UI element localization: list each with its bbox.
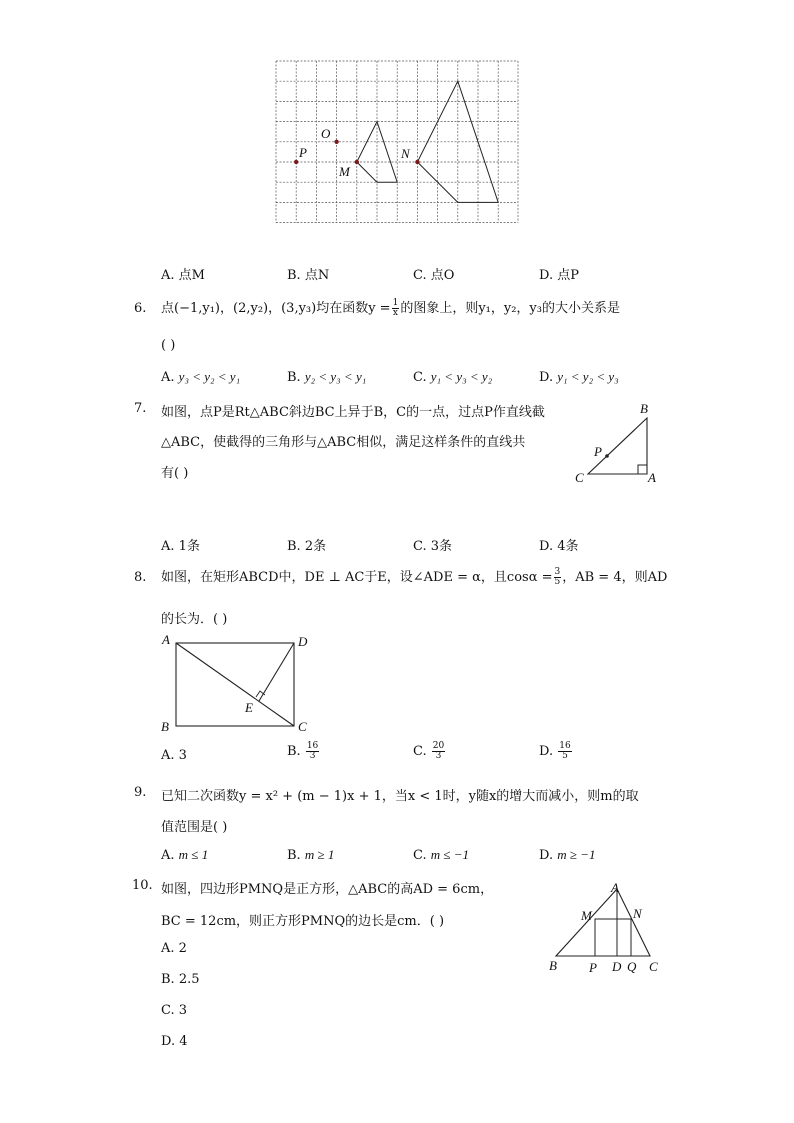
- q5-option-c[interactable]: C. 点O: [413, 268, 455, 283]
- q9-stem-line2: 值范围是( ): [161, 820, 228, 835]
- q8-label-e: E: [245, 700, 253, 715]
- q5-option-b[interactable]: B. 点N: [287, 268, 330, 283]
- q9-option-b[interactable]: B. m ≥ 1: [287, 847, 335, 863]
- q5-option-a[interactable]: A. 点M: [161, 268, 205, 283]
- q7-label-c: C: [575, 470, 584, 485]
- label-n: N: [401, 146, 410, 161]
- q9-option-c[interactable]: C. m ≤ −1: [413, 847, 470, 863]
- q8-option-b[interactable]: B. $\frac{16}{3}$: [287, 741, 319, 761]
- q10-label-a: A: [611, 880, 619, 895]
- q7-stem-line3: 有( ): [161, 466, 189, 481]
- q6-option-b[interactable]: B. y₂ < y₃ < y₁: [287, 369, 367, 385]
- q10-option-a[interactable]: A. 2: [161, 941, 187, 956]
- q10-stem-line2: BC = 12cm，则正方形PMNQ的边长是cm．( ): [161, 914, 445, 929]
- q7-stem-line2: △ABC，使截得的三角形与△ABC相似，满足这样条件的直线共: [161, 435, 526, 450]
- q8-label-c: C: [298, 719, 307, 734]
- q6-fraction: $\frac{1}{x}$: [392, 298, 399, 318]
- q8-option-d[interactable]: D. $\frac{16}{5}$: [539, 741, 571, 761]
- q6-number: 6.: [134, 301, 147, 316]
- q7-option-a[interactable]: A. 1条: [161, 539, 200, 554]
- q5-option-d[interactable]: D. 点P: [539, 268, 579, 283]
- q10-number: 10.: [132, 878, 153, 893]
- q9-option-d[interactable]: D. m ≥ −1: [539, 847, 596, 863]
- label-p: P: [299, 145, 307, 160]
- q10-label-c: C: [649, 959, 658, 974]
- q9-number: 9.: [134, 785, 147, 800]
- grid-lines: [276, 61, 518, 223]
- q8-stem-line2: 的长为．( ): [161, 612, 228, 627]
- q10-label-b: B: [549, 958, 557, 973]
- q7-label-p: P: [594, 444, 602, 459]
- label-m: M: [339, 164, 350, 179]
- q10-label-m: M: [581, 908, 592, 923]
- q10-option-c[interactable]: C. 3: [161, 1003, 188, 1018]
- q8-number: 8.: [134, 570, 147, 585]
- q6-stem-line2: ( ): [161, 338, 176, 353]
- point-m: [355, 160, 359, 164]
- q7-number: 7.: [134, 401, 147, 416]
- q8-label-a: A: [162, 632, 170, 647]
- q7-option-d[interactable]: D. 4条: [539, 539, 579, 554]
- q8-option-c[interactable]: C. $\frac{20}{3}$: [413, 741, 445, 761]
- q8-stem-line1: 如图，在矩形ABCD中，DE ⊥ AC于E，设∠ADE = α，且cosα = $\frac{3}{5}$ ，AB = 4，则AD: [161, 567, 668, 587]
- q10-label-q: Q: [627, 959, 637, 974]
- q6-option-c[interactable]: C. y₁ < y₃ < y₂: [413, 369, 493, 385]
- q8-rectangle-figure: [155, 630, 320, 735]
- q5-grid-figure: [270, 55, 530, 230]
- point-o: [334, 140, 338, 144]
- q6-stem-line1: 点(−1,y₁)，(2,y₂)，(3,y₃)均在函数y = $\frac{1}{x}$ 的图象上，则y₁，y₂，y₃的大小关系是: [161, 298, 620, 318]
- q8-option-a[interactable]: A. 3: [161, 748, 187, 763]
- q7-label-a: A: [648, 470, 656, 485]
- q8-label-d: D: [298, 634, 308, 649]
- q9-stem-line1: 已知二次函数y = x² + (m − 1)x + 1，当x < 1时，y随x的增大而减小，则m的取: [161, 789, 639, 804]
- q9-option-a[interactable]: A. m ≤ 1: [161, 847, 209, 863]
- q10-stem-line1: 如图，四边形PMNQ是正方形，△ABC的高AD = 6cm，: [161, 882, 494, 897]
- q7-label-b: B: [640, 401, 648, 416]
- q10-label-n: N: [633, 906, 642, 921]
- label-o: O: [321, 126, 331, 141]
- q10-option-d[interactable]: D. 4: [161, 1034, 188, 1049]
- q7-option-b[interactable]: B. 2条: [287, 539, 327, 554]
- q10-option-b[interactable]: B. 2.5: [161, 972, 200, 987]
- point-n: [415, 160, 419, 164]
- q7-triangle-figure: [570, 398, 665, 488]
- q7-option-c[interactable]: C. 3条: [413, 539, 453, 554]
- q10-label-p: P: [589, 960, 597, 975]
- q8-label-b: B: [161, 719, 169, 734]
- q6-option-a[interactable]: A. y₃ < y₂ < y₁: [161, 369, 241, 385]
- point-p: [294, 160, 298, 164]
- q10-label-d: D: [612, 959, 622, 974]
- q6-option-d[interactable]: D. y₁ < y₂ < y₃: [539, 369, 619, 385]
- q10-triangle-figure: [540, 875, 670, 975]
- q8-fraction: $\frac{3}{5}$: [554, 567, 561, 587]
- q7-stem-line1: 如图，点P是Rt△ABC斜边BC上异于B，C的一点，过点P作直线截: [161, 405, 545, 420]
